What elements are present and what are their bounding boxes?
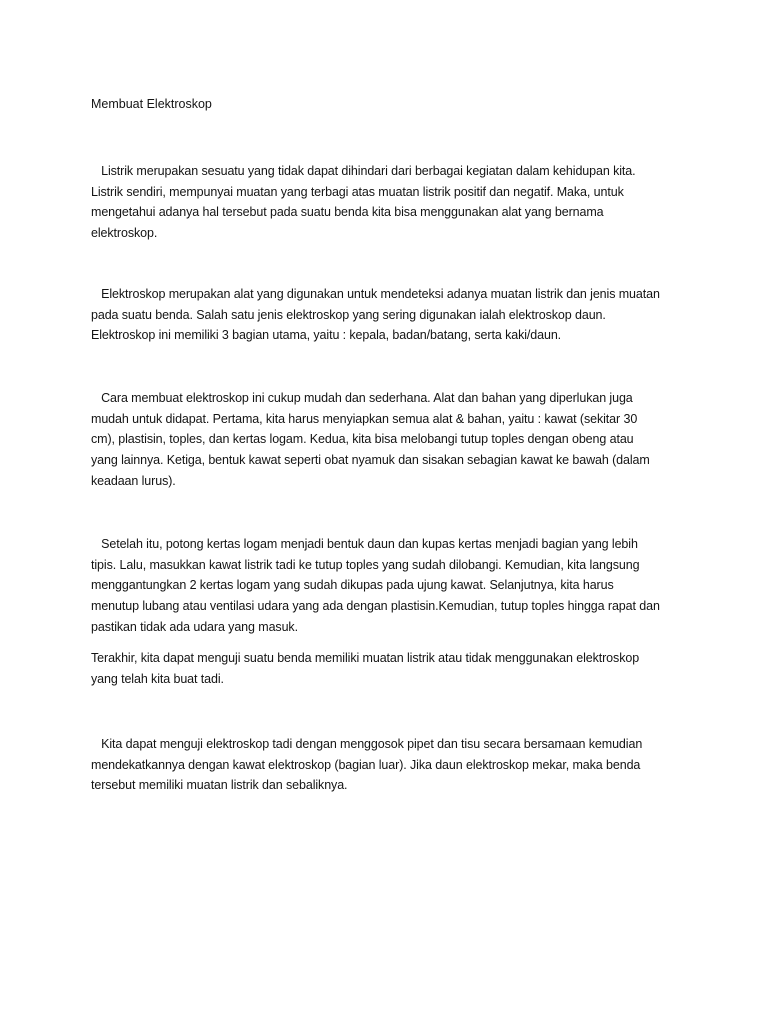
paragraph-5 xyxy=(91,648,681,689)
paragraph-1 xyxy=(91,161,681,244)
paragraph-line: Listrik merupakan sesuatu yang tidak dapat dihindari dari berbagai kegiatan dalam kehidupan kita. xyxy=(91,164,636,178)
paragraph-line: mengetahui adanya hal tersebut pada suatu benda kita bisa menggunakan alat yang bernama xyxy=(91,205,604,220)
paragraph-line: Kita dapat menguji elektroskop tadi dengan menggosok pipet dan tisu secara bersamaan kemudian xyxy=(91,737,643,751)
paragraph-line: cm), plastisin, toples, dan kertas logam. Kedua, kita bisa melobangi tutup toples dengan obeng atau xyxy=(91,432,634,447)
paragraph-line: menggantungkan 2 kertas logam yang sudah dikupas pada ujung kawat. Selanjutnya, kita harus xyxy=(91,578,614,593)
paragraph-2 xyxy=(91,284,681,346)
paragraph-line: tersebut memiliki muatan listrik dan sebaliknya. xyxy=(91,778,348,793)
paragraph-line: keadaan lurus). xyxy=(91,473,176,488)
paragraph-line: Terakhir, kita dapat menguji suatu benda memiliki muatan listrik atau tidak menggunakan elektroskop xyxy=(91,651,640,665)
paragraph-line: tipis. Lalu, masukkan kawat listrik tadi ke tutup toples yang sudah dilobangi. Kemudian, kita langsung xyxy=(91,557,640,572)
paragraph-4 xyxy=(91,534,681,638)
paragraph-line: pastikan tidak ada udara yang masuk. xyxy=(91,619,298,634)
paragraph-line: Setelah itu, potong kertas logam menjadi bentuk daun dan kupas kertas menjadi bagian yang lebih xyxy=(91,537,638,551)
paragraph-line: mudah untuk didapat. Pertama, kita harus menyiapkan semua alat & bahan, yaitu : kawat (sekitar 30 xyxy=(91,411,638,426)
paragraph-line: Elektroskop merupakan alat yang digunakan untuk mendeteksi adanya muatan listrik dan jenis muatan xyxy=(91,287,660,301)
paragraph-line: menutup lubang atau ventilasi udara yang ada dengan plastisin.Kemudian, tutup toples hingga rapat dan xyxy=(91,599,660,614)
paragraph-3 xyxy=(91,388,681,492)
paragraph-line: yang lainnya. Ketiga, bentuk kawat seperti obat nyamuk dan sisakan sebagian kawat ke bawah (dalam xyxy=(91,453,650,468)
paragraph-line: Cara membuat elektroskop ini cukup mudah dan sederhana. Alat dan bahan yang diperlukan juga xyxy=(91,391,633,405)
paragraph-6 xyxy=(91,734,681,796)
paragraph-line: yang telah kita buat tadi. xyxy=(91,671,224,686)
paragraph-line: elektroskop. xyxy=(91,226,158,241)
document-title: Membuat Elektroskop xyxy=(91,97,212,111)
paragraph-line: Listrik sendiri, mempunyai muatan yang terbagi atas muatan listrik positif dan negatif. Maka, untuk xyxy=(91,184,624,199)
paragraph-line: pada suatu benda. Salah satu jenis elektroskop yang sering digunakan ialah elektroskop daun. xyxy=(91,307,606,322)
paragraph-line: mendekatkannya dengan kawat elektroskop (bagian luar). Jika daun elektroskop mekar, maka benda xyxy=(91,757,641,772)
paragraph-line: Elektroskop ini memiliki 3 bagian utama, yaitu : kepala, badan/batang, serta kaki/daun. xyxy=(91,328,562,343)
